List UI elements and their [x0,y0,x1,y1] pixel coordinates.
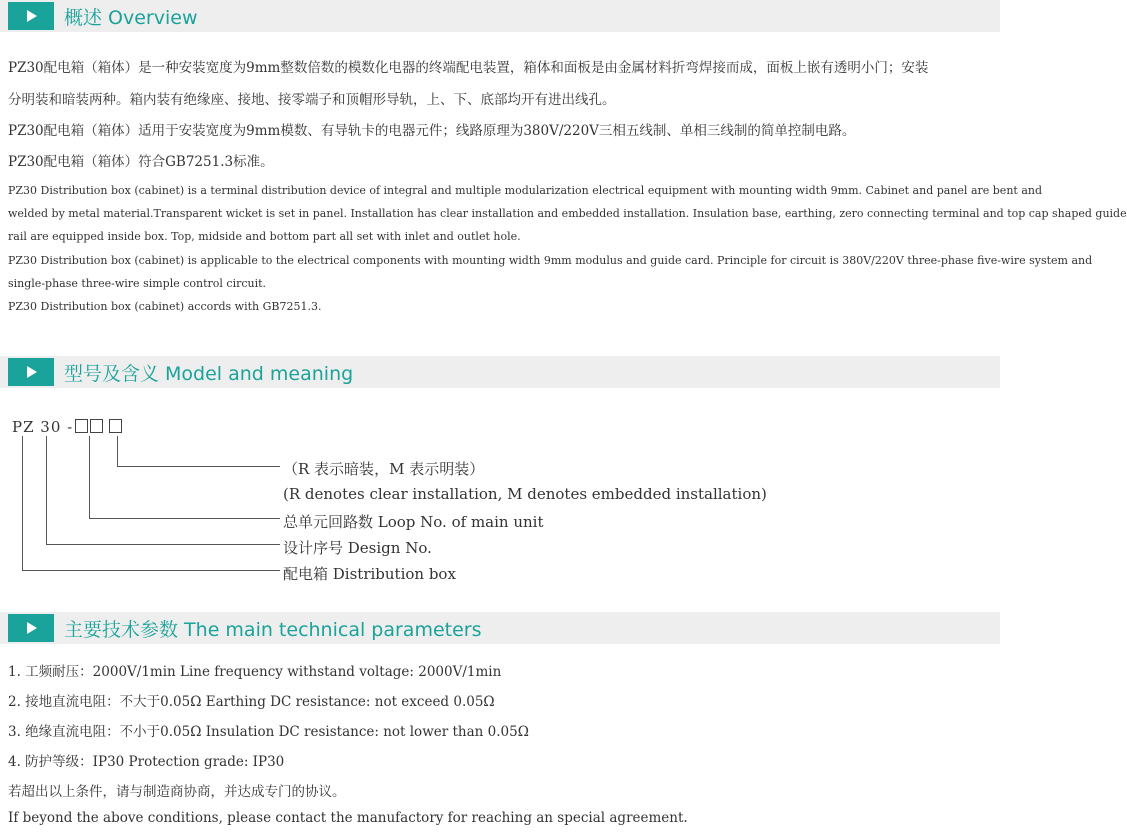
code-box-1 [75,419,88,433]
param-line: 4. 防护等级：IP30 Protection grade: IP30 [8,754,285,770]
leader-line [89,436,90,519]
overview-en-line: rail are equipped inside box. Top, midside and bottom part all set with inlet and outlet hole. [8,230,521,243]
leader-line [46,436,47,545]
param-note-en: If beyond the above conditions, please contact the manufactory for reaching an special agreement. [8,810,688,826]
params-title: 主要技术参数 The main technical parameters [64,619,482,641]
overview-cn-line: PZ30配电箱（箱体）符合GB7251.3标准。 [8,154,274,170]
param-line: 1. 工频耐压：2000V/1min Line frequency withstand voltage: 2000V/1min [8,664,502,680]
overview-en-line: single-phase three-wire simple control circuit. [8,277,267,290]
model-label-box: 配电箱 Distribution box [283,565,456,583]
overview-header [0,0,1000,32]
leader-line [46,544,280,545]
overview-cn-line: PZ30配电箱（箱体）是一种安装宽度为9mm整数倍数的模数化电器的终端配电装置，箱体和面板是由金属材料折弯焊接而成，面板上嵌有透明小门；安装 [8,60,929,76]
play-triangle-icon [8,358,54,386]
leader-line [22,570,280,571]
model-title: 型号及含义 Model and meaning [64,363,354,385]
leader-line [22,436,23,571]
code-box-3 [109,419,122,433]
code-box-2 [90,419,103,433]
model-header [0,356,1000,388]
param-line: 3. 绝缘直流电阻：不小于0.05Ω Insulation DC resistance: not lower than 0.05Ω [8,724,529,740]
leader-line [117,436,118,467]
param-note-cn: 若超出以上条件，请与制造商协商，并达成专门的协议。 [8,784,346,800]
play-triangle-icon [8,2,54,30]
overview-en-line: welded by metal material.Transparent wicket is set in panel. Installation has clear installation and embedded installation. Insulation base, earthing, zero connecting terminal and top cap shaped guide [8,207,1127,220]
model-code-prefix: PZ 30 - [12,418,74,436]
leader-line [89,518,280,519]
play-triangle-icon [8,614,54,642]
overview-title: 概述 Overview [64,7,198,29]
model-label-install-en: (R denotes clear installation, M denotes embedded installation) [283,485,767,503]
overview-cn-line: PZ30配电箱（箱体）适用于安装宽度为9mm模数、有导轨卡的电器元件；线路原理为380V/220V三相五线制、单相三线制的简单控制电路。 [8,123,856,139]
model-label-design: 设计序号 Design No. [283,539,432,557]
model-label-loop: 总单元回路数 Loop No. of main unit [283,513,544,531]
params-header [0,612,1000,644]
overview-en-line: PZ30 Distribution box (cabinet) is applicable to the electrical components with mounting width 9mm modulus and guide card. Principle for circuit is 380V/220V three-phase five-wire system and [8,254,1093,267]
param-line: 2. 接地直流电阻：不大于0.05Ω Earthing DC resistance: not exceed 0.05Ω [8,694,495,710]
overview-cn-line: 分明装和暗装两种。箱内装有绝缘座、接地、接零端子和顶帽形导轨，上、下、底部均开有进出线孔。 [8,92,616,108]
leader-line [117,466,280,467]
overview-en-line: PZ30 Distribution box (cabinet) is a terminal distribution device of integral and multiple modularization electrical equipment with mounting width 9mm. Cabinet and panel are bent and [8,184,1042,197]
model-code [12,418,122,436]
model-label-install-cn: （R 表示暗装，M 表示明装） [283,460,485,478]
overview-en-line: PZ30 Distribution box (cabinet) accords with GB7251.3. [8,300,322,313]
